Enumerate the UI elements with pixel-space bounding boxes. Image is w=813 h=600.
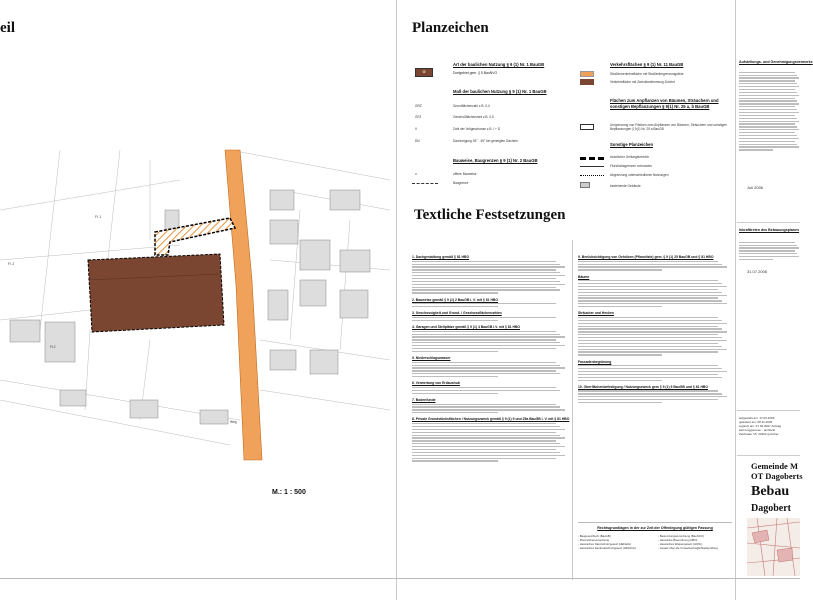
text-line [578,306,662,307]
sidebar-divider-3 [737,455,800,456]
map-label-2: Fl. 1 [95,215,102,219]
text-line [412,435,560,436]
text-line [739,92,797,93]
mass-code-2: II [415,127,417,131]
recht-row: - Hessisches Naturschutzgesetz (HENatG) [578,542,632,546]
section-7 [412,417,568,461]
text-line [412,278,556,279]
text-line [412,261,556,262]
text-line [412,303,556,304]
text-line [412,365,560,366]
text-line [578,295,727,296]
gebaeude-swatch [580,182,590,188]
text-line [412,289,560,290]
rechtsgrundlagen-title: Rechtsgrundlagen in der zur Zeit der Offenlegung gültigen Fassung [597,526,713,530]
text-line [412,306,498,307]
text-line [739,132,795,133]
text-line [412,449,556,450]
text-line [739,109,797,110]
inkrafttreten-text [739,240,800,262]
text-line [739,86,799,87]
map-label-1: Fl. 2 [8,262,15,266]
text-line [412,443,560,444]
bauweise-code-0: o [415,172,417,176]
section-title: 9. Berücksichtigung von Gehölzen (Pflanzliste) gem. § 9 (1) 25 BauGB und § 81 HBO [578,255,714,259]
text-line [412,339,556,340]
text-line [412,334,560,335]
text-line [739,123,795,124]
mass-text-2: Zahl der Vollgeschosse z.B. I + D [453,127,501,131]
text-line [412,373,560,374]
text-line [578,377,722,378]
text-line [578,266,727,267]
text-line [578,323,727,324]
text-line [412,393,498,394]
text-line [412,404,556,405]
bebau-title: Bebau [751,484,790,499]
dorfgebiet-icon: ⊛ [415,68,433,77]
recht-row: - Gesetz über die Umweltverträglichkeitsprüfung [658,546,718,550]
text-line [412,272,560,273]
separator-right [735,0,736,600]
text-line [578,317,718,318]
section-title: 3. Geschossigkeit und Grund- / Geschossflächenzahlen [412,311,502,316]
text-line [578,396,727,397]
text-line [412,458,556,459]
section-0 [412,255,568,294]
text-line [739,80,795,81]
text-line [578,399,718,400]
text-line [578,346,722,347]
text-line [578,368,722,369]
text-line [412,331,556,332]
text-line [578,261,718,262]
text-line [412,390,560,391]
legend-head-flaechen: Flächen zum Anpflanzen von Bäumen, Sträuchern und sonstigen Bepflanzungen § 9(1) Nr. 25 a, b BauGB [610,98,719,109]
verkehr-row-0: Straßenverkehrsfläche mit Straßenbegrenzungslinie [610,72,684,76]
flaechen-row: Umgrenzung von Flächen zum Anpflanzen von Bäumen, Sträuchern und sonstigen Bepflanzungen § 9(1) Nr. 25 a BauGB [610,123,727,132]
text-line [578,349,727,350]
verkehr-row-1: Verkehrsfläche mit Zweckbestimmung Zufahrt [610,80,675,84]
text-line [412,348,556,349]
text-line [578,374,718,375]
text-line [412,452,560,453]
text-line [578,280,718,281]
text-line [578,320,722,321]
section-2 [412,311,568,321]
text-line [578,328,722,329]
text-line [739,250,795,251]
site-plan-map [0,150,390,460]
baugrenze-icon [412,183,438,184]
text-line [412,367,565,368]
planer-block [739,416,800,436]
text-line [739,100,797,101]
text-line [412,460,498,461]
text-line [412,342,560,343]
text-line [412,345,565,346]
section-3 [578,360,730,381]
festsetzungen-title: Textliche Festsetzungen [414,207,566,223]
text-line [578,297,718,298]
text-line [412,264,560,265]
section-title: 6. Verwertung von Erdaushub [412,381,460,386]
map-label-4: Weg [230,420,237,424]
text-line [412,412,498,413]
section-2 [578,311,730,355]
text-line [412,437,565,438]
sections-right [578,255,730,515]
text-line [412,281,560,282]
planting-swatch [580,124,594,130]
section-title: Fassadenbegrünung [578,359,612,364]
legend-head-verkehr: Verkehrsflächen § 9 (1) Nr. 11 BauGB [610,62,684,67]
section-title: 4. Garagen und Stellplätze gemäß § 9 (1) 4 BauGB i.V. mit § 81 HBO [412,325,521,329]
text-line [578,264,722,265]
sections-left [412,255,568,575]
mass-code-3: DN [415,139,420,143]
inkrafttreten-title: Inkrafttreten des Bebauungsplanes [739,228,800,232]
text-line [739,95,799,96]
text-line [578,390,718,391]
text-line [739,83,797,84]
legend-head-mass: Maß der baulichen Nutzung § 9 (1) Nr. 1 BauGB [453,89,547,94]
recht-row: - Planzeichenverordnung [578,538,610,542]
text-line [412,446,565,447]
text-line [739,103,799,104]
planer-line: ergänzt am: 27.02.2007 Auftrag [739,424,782,428]
map-label-3: FL2 [50,345,56,349]
text-line [412,429,565,430]
text-line [739,72,795,73]
recht-row: - Hessisches Wassergesetz (HWG) [658,542,702,546]
text-line [412,426,560,427]
location-mini-map [747,518,800,576]
text-line [412,320,498,321]
title-fragment: eil [0,20,15,36]
text-line [578,393,722,394]
flurstueck-icon [580,166,604,167]
section-5 [412,381,568,394]
sonstige-row-2: Abgrenzung unterschiedlicher Nutzungen [610,173,669,177]
bauweise-text-0: offene Bauweise [453,172,477,176]
bauweise-text-1: Baugrenze [453,181,469,185]
section-title: Sträucher und Hecken [578,311,614,316]
legend-head-art: Art der baulichen Nutzung § 9 (1) Nr. 1 BauGB [453,62,545,67]
section-3 [412,325,568,352]
text-line [578,351,718,352]
text-line [578,365,718,366]
sonstige-row-0: räumlicher Geltungsbereich [610,155,649,159]
rechtsgrundlagen-rows [578,534,732,550]
text-line [412,317,556,318]
text-line [578,334,718,335]
text-line [412,336,565,337]
text-line [578,289,718,290]
text-line [578,337,722,338]
planer-line: Zeidmaier 15, 34302 gurmber [739,432,779,436]
section-title: 5. Niederschlagswasser [412,356,451,360]
text-line [412,387,556,388]
abgrenzung-icon [580,175,604,176]
text-line [412,423,556,424]
date-label-2: 31.07.2006 [747,269,768,274]
text-line [739,106,795,107]
text-line [739,118,797,119]
text-line [412,284,565,285]
text-line [578,300,722,301]
ot-title: OT Dagoberts [751,471,803,481]
text-line [412,269,556,270]
sonstige-row-1: Flurstücksgrenzen vorhanden [610,164,652,168]
text-line [412,287,556,288]
section-4 [578,385,730,403]
text-line [578,283,722,284]
aufstellung-title: Aufstellungs- und Genehmigungsvermerke [739,60,813,64]
sonstige-row-3: bestehende Gebäude [610,184,641,188]
section-title: 10. Oberflächenbefestigung / Nutzungszweck gem § 9 (1) 9 BauGB und § 81 HBO [578,384,709,389]
planer-line: geändert am: 08.11.2006 [739,420,773,424]
sidebar-divider-1 [737,222,800,223]
mass-text-3: Dachneigung 35° - 45° bei geneigten Dächern [453,139,519,143]
mass-code-1: GFZ [415,115,422,119]
sidebar [737,0,813,578]
text-line [739,98,795,99]
gemeinde-title: Gemeinde M [751,461,798,471]
text-line [739,259,773,260]
section-title: 2. Bauweise gemäß § 9 (1) 2 BauGB i. V. mit § 81 HBO [412,297,498,302]
text-line [739,135,797,136]
legend-head-sonstige: Sonstige Planzeichen [610,142,654,147]
planzeichen-title: Planzeichen [412,20,489,36]
legend-art-item: Dorfgebiet gem. § 5 BauNVO [453,71,498,75]
text-line [412,440,556,441]
mass-text-1: Geschoßflächenzahl z.B. 0,5 [453,115,494,119]
text-line [578,269,662,270]
section-1 [578,275,730,308]
recht-row: - Hessisches Denkmalschutzgesetz (HDSchG) [578,546,636,550]
text-line [412,432,556,433]
text-line [739,247,799,248]
text-line [739,149,773,150]
text-line [412,376,498,377]
section-6 [412,398,568,414]
legend-head-bauweise: Bauweise, Baugrenzen § 9 (1) Nr. 2 BauGB [453,158,538,163]
text-line [578,371,727,372]
text-line [412,409,565,410]
text-line [578,354,662,355]
section-title: 7. Bodenfunde [412,397,436,402]
section-title: 8. Private Grundstücksflächen / Nutzungszweck gemäß § 9 (1) 9 und 25a BauGB i. V. mit § 81 HBO [412,417,570,422]
sidebar-divider-2 [737,410,800,411]
text-line [739,115,795,116]
text-line [578,286,727,287]
text-line [412,292,498,293]
text-line [412,266,565,267]
mass-code-0: GRZ [415,104,422,108]
dagobert-title: Dagobert [751,503,791,514]
date-label-1: Juli 2006 [747,185,764,190]
text-line [739,253,797,254]
text-line [578,292,722,293]
text-line [578,343,718,344]
separator-mid [572,240,573,580]
planer-line: karl lenggemeen - architekt [739,428,776,432]
text-line [739,89,795,90]
section-title: 1. Dachgestaltung gemäß § 81 HBO [412,255,470,259]
scale-label: M.: 1 : 500 [272,489,306,496]
text-line [739,256,799,257]
text-line [412,362,556,363]
section-title: Bäume [578,274,590,279]
text-line [739,112,799,113]
recht-row: - Baugesetzbuch (BauGB) [578,534,611,538]
recht-row: - Baunutzungsverordnung (BauNVO) [658,534,704,538]
aufstellung-text [739,70,800,152]
text-line [739,129,799,130]
text-line [412,455,565,456]
text-line [739,77,799,78]
text-line [578,402,662,403]
text-line [412,370,556,371]
section-0 [578,255,730,271]
text-line [578,380,662,381]
text-line [412,275,565,276]
text-line [412,351,498,352]
rechtsgrundlagen-box [578,522,732,578]
text-line [739,141,795,142]
geltungsbereich-icon [580,157,604,160]
text-line [578,331,727,332]
text-line [739,75,797,76]
section-4 [412,356,568,377]
text-line [578,326,718,327]
planer-line: aufgestellt am: 17.03.2006 [739,416,775,420]
text-line [412,406,560,407]
section-1 [412,298,568,308]
recht-row: - Hessische Bauordnung (HBO) [658,538,698,542]
text-line [578,340,727,341]
bottom-border [0,578,800,579]
text-line [578,303,727,304]
road-swatch [580,71,594,77]
text-line [739,121,799,122]
text-line [739,146,799,147]
text-line [739,126,797,127]
mass-text-0: Grundflächenzahl z.B. 0,4 [453,104,490,108]
text-line [739,242,795,243]
zufahrt-swatch [580,79,594,85]
text-line [739,144,797,145]
text-line [739,138,799,139]
text-line [739,245,797,246]
separator-left [396,0,397,600]
